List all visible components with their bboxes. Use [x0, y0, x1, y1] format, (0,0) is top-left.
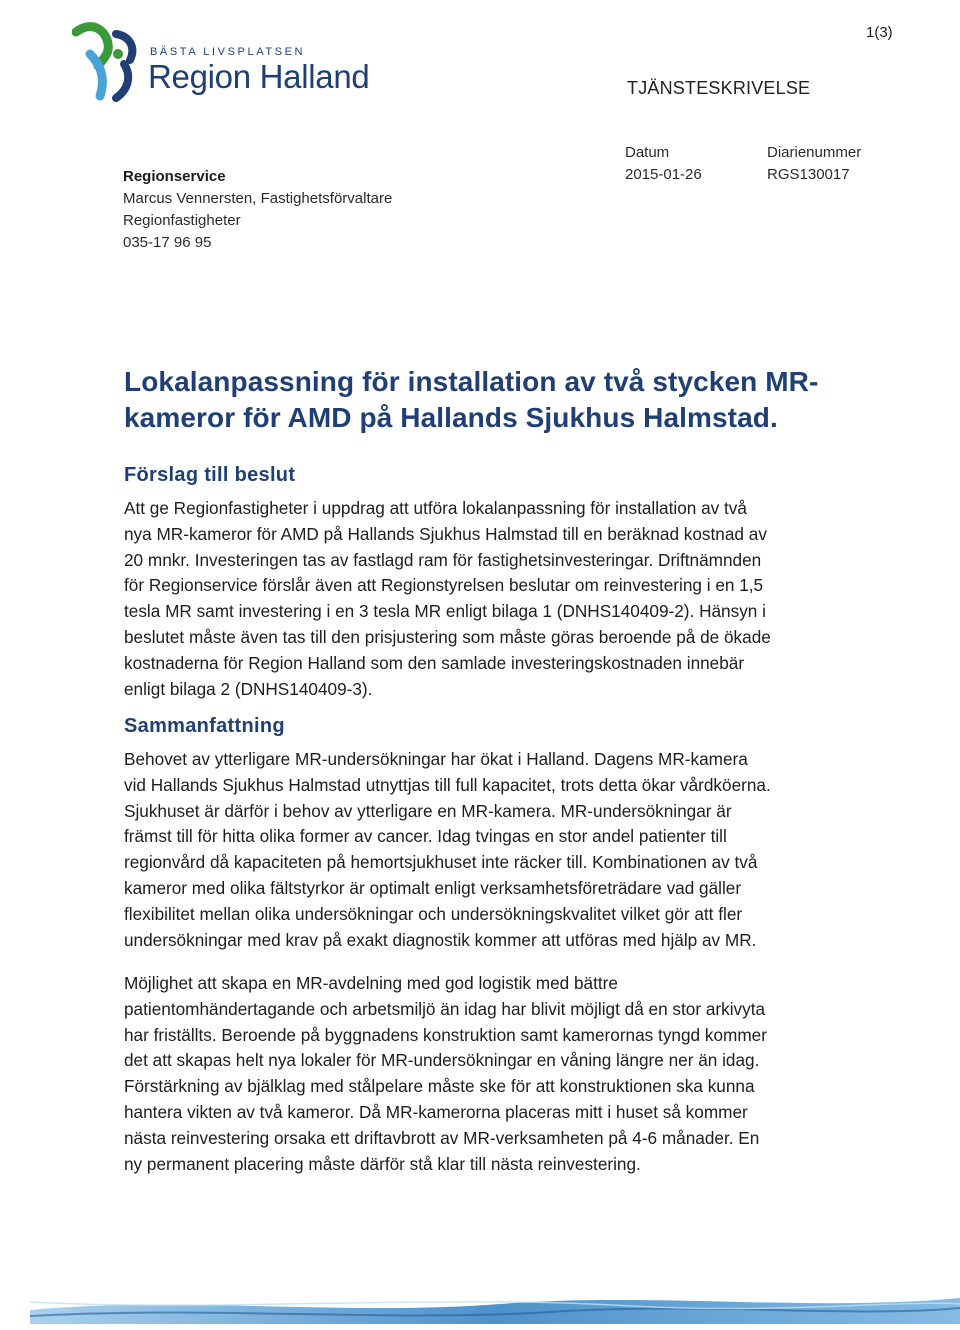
summary-paragraph-1: Behovet av ytterligare MR-undersökningar har ökat i Halland. Dagens MR-kamera vid Hallands Sjukhus Halmstad utnyttjas till full kapacitet, trots detta ökar vårdköerna. Sjukhuset är därför i behov av ytterligare en MR-kamera. MR-undersökningar är främst till för hitta olika former av cancer. Idag tvingas en stor andel patienter till regionvård då kapaciteten på hemortsjukhuset inte räcker till. Kombinationen av två kameror med olika fältstyrkor är optimalt enligt verksamhetsföreträdare vad gäller flexibilitet mellan olika undersökningar och undersökningskvalitet vilket gör att fler undersökningar med krav på exakt diagnostik kommer att utföras med hjälp av MR. — [124, 749, 771, 950]
date-block — [625, 142, 702, 186]
proposal-text: Att ge Regionfastigheter i uppdrag att utföra lokalanpassning för installation av två nya MR-kameror för AMD på Hallands Sjukhus Halmstad till en beräknad kostnad av 20 mnkr. Investeringen tas av fastlagd ram för fastighetsinvesteringar. Driftnämnden för Regionservice förslår även att Regionstyrelsen beslutar om reinvestering i en 1,5 tesla MR samt investering i en 3 tesla MR enligt bilaga 1 (DNHS140409-2). Hänsyn i beslutet måste även tas till den prisjustering som måste göras beroende på de ökade kostnaderna för Region Halland som den samlade investeringskostnaden innebär enligt bilaga 2 (DNHS140409-3). — [124, 498, 771, 699]
page-number: 1(3) — [866, 24, 893, 41]
region-halland-logo-icon — [72, 20, 140, 102]
document-type: TJÄNSTESKRIVELSE — [627, 78, 811, 98]
summary-heading: Sammanfattning — [124, 715, 285, 737]
registration-block — [767, 142, 861, 186]
sender-phone: 035-17 96 95 — [123, 234, 212, 251]
document-title — [124, 364, 818, 436]
title-line-1: Lokalanpassning för installation av två stycken MR- — [124, 366, 819, 397]
registration-value: RGS130017 — [767, 166, 850, 183]
summary-paragraph-2: Möjlighet att skapa en MR-avdelning med god logistik med bättre patientomhändertagande och arbetsmiljö än idag har blivit möjligt då en stor arkivyta har friställts. Beroende på byggnadens konstruktion samt kamerornas tyngd kommer det att skapas helt nya lokaler för MR-undersökningar en våning längre ner än idag. Förstärkning av bjälklag med stålpelare måste ske för att konstruktionen ska kunna hantera vikten av två kameror. Då MR-kamerorna placeras mitt i huset så kommer nästa reinvestering orsaka ett driftavbrott av MR-verksamheten på 4-6 månader. En ny permanent placering måste därför stå klar till nästa reinvestering. — [124, 973, 767, 1174]
proposal-heading: Förslag till beslut — [124, 464, 296, 486]
date-value: 2015-01-26 — [625, 166, 702, 183]
date-label: Datum — [625, 144, 670, 161]
sender-block — [123, 166, 392, 254]
registration-label: Diarienummer — [767, 144, 862, 161]
decorative-wave-strip — [30, 1282, 960, 1324]
organization-name: Region Halland — [148, 58, 370, 95]
sender-unit: Regionfastigheter — [123, 212, 241, 229]
logo-tagline: BÄSTA LIVSPLATSEN — [150, 46, 306, 58]
sender-department: Regionservice — [123, 168, 226, 185]
sender-name-title: Marcus Vennersten, Fastighetsförvaltare — [123, 190, 393, 207]
title-line-2: kameror för AMD på Hallands Sjukhus Halmstad. — [124, 402, 778, 433]
